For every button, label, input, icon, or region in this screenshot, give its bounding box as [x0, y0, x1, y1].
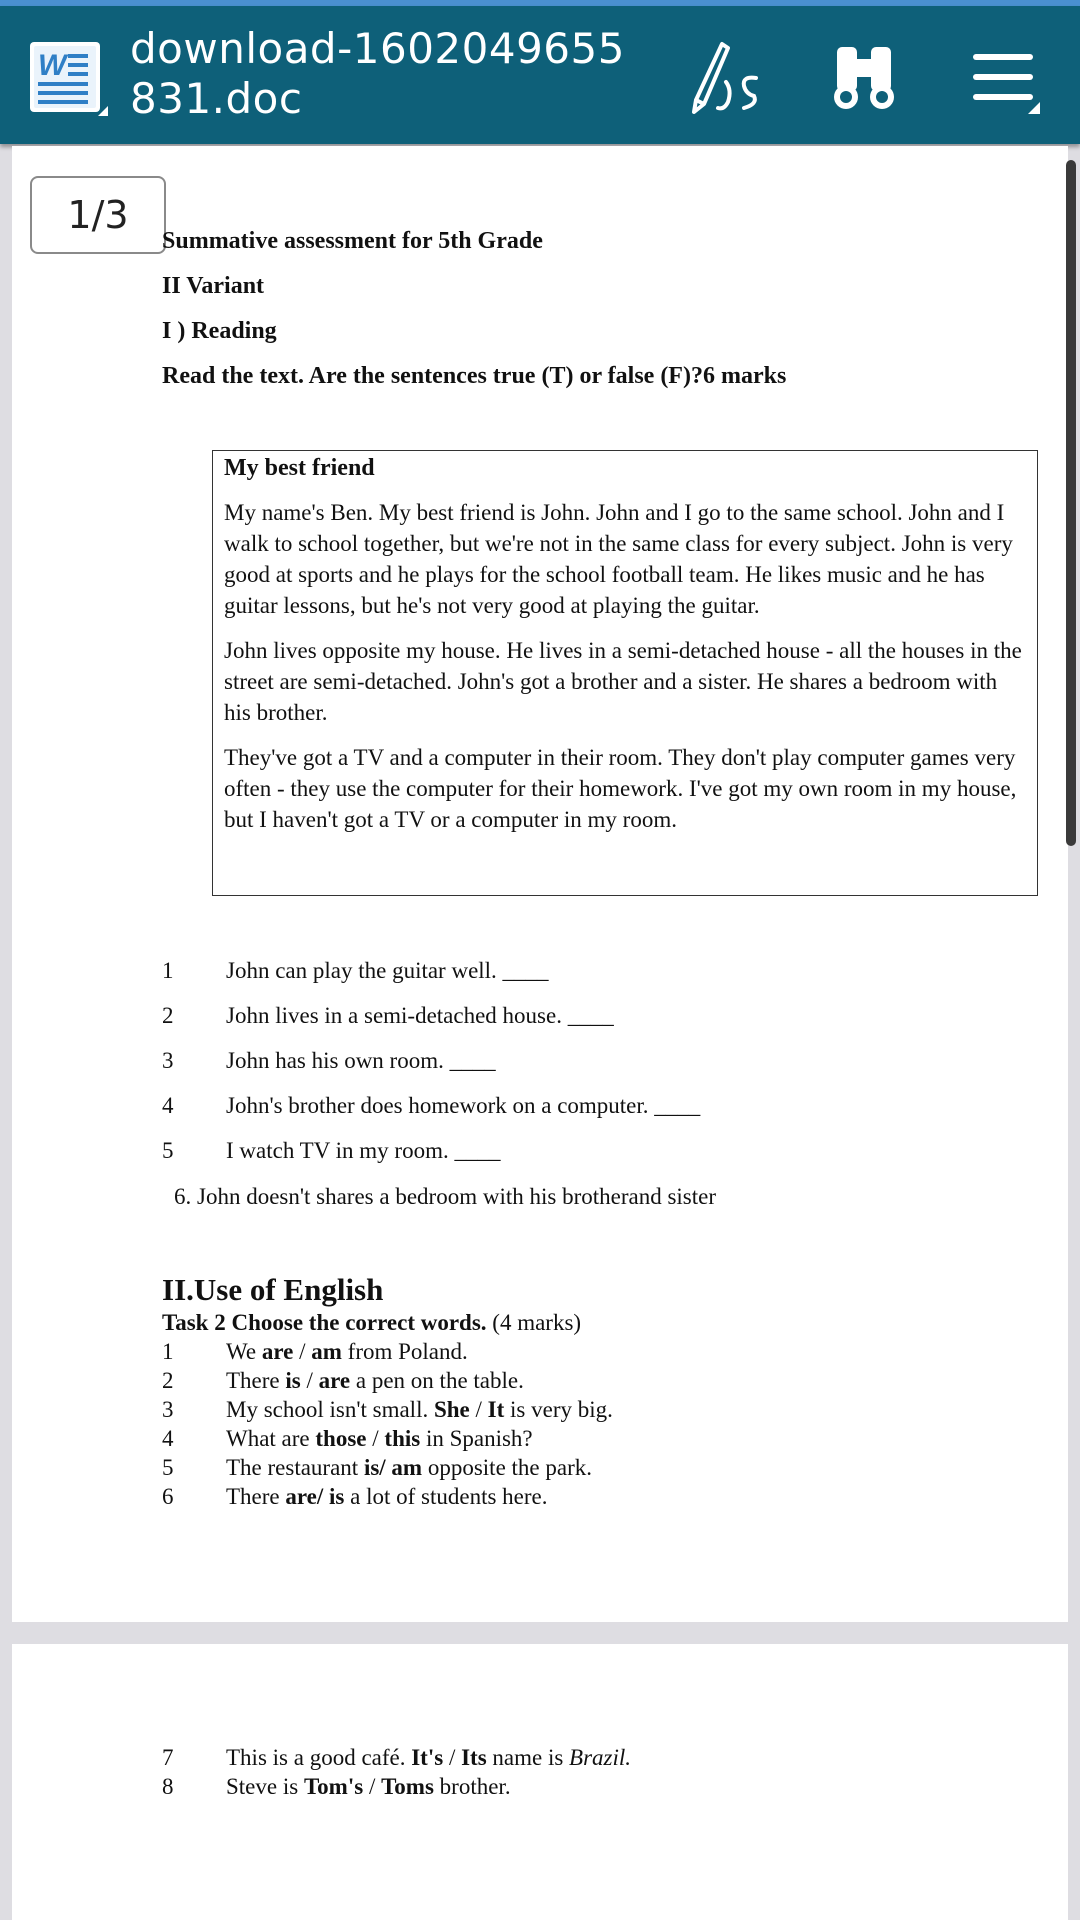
grammar-item-number: 1: [162, 1339, 174, 1364]
grammar-item-number: 6: [162, 1484, 174, 1509]
question-text: John can play the guitar well. ____: [226, 958, 549, 983]
page-counter: 1/3: [30, 176, 166, 254]
question-number: 1: [162, 958, 174, 983]
grammar-item-number: 7: [162, 1745, 174, 1770]
pen-edit-icon: [682, 38, 762, 118]
question-text: John's brother does homework on a computer. ____: [226, 1093, 701, 1118]
reading-paragraph: My name's Ben. My best friend is John. John and I go to the same school. John and I walk to school together, but we're not in the same class for every subject. John is very good at sports and he plays for the school football team. He likes music and he has guitar lessons, but he's not very good at playing the guitar.: [224, 500, 1013, 618]
reading-instructions: Read the text. Are the sentences true (T) or false (F)?6 marks: [162, 363, 787, 389]
grammar-item-number: 5: [162, 1455, 174, 1480]
question-text: I watch TV in my room. ____: [226, 1138, 501, 1163]
task2-marks: (4 marks): [486, 1310, 582, 1335]
question-number: 3: [162, 1048, 174, 1073]
grammar-item-text: The restaurant is/ am opposite the park.: [226, 1455, 592, 1480]
question-text: John lives in a semi-detached house. ____: [226, 1003, 614, 1028]
reading-paragraph: They've got a TV and a computer in their room. They don't play computer games very often - they use the computer for their homework. I've got my own room in my house, but I haven't got a TV or a computer in my room.: [224, 745, 1017, 832]
menu-button[interactable]: [962, 36, 1046, 120]
grammar-item-text: There is / are a pen on the table.: [226, 1368, 524, 1393]
section-use-of-english-heading: II.Use of English: [162, 1272, 384, 1307]
task2-instructions: [162, 1308, 581, 1338]
reading-text-box: [212, 450, 1038, 896]
grammar-item-text: My school isn't small. She / It is very big.: [226, 1397, 613, 1422]
vertical-scrollbar[interactable]: [1066, 160, 1076, 846]
section-reading-heading: I ) Reading: [162, 318, 277, 344]
edit-button[interactable]: [680, 36, 764, 120]
question-item-6: 6. John doesn't shares a bedroom with his brotherand sister: [174, 1184, 716, 1209]
grammar-item-number: 3: [162, 1397, 174, 1422]
assessment-title: Summative assessment for 5th Grade: [162, 228, 543, 254]
grammar-item-number: 8: [162, 1774, 174, 1799]
binoculars-find-icon: [829, 43, 899, 113]
question-text: John has his own room. ____: [226, 1048, 496, 1073]
grammar-item-text: There are/ is a lot of students here.: [226, 1484, 548, 1509]
svg-text:W: W: [38, 49, 67, 82]
grammar-item-text: Steve is Tom's / Toms brother.: [226, 1774, 511, 1799]
reading-paragraph: John lives opposite my house. He lives in a semi-detached house - all the houses in the street are semi-detached. John's got a brother and a sister. He shares a bedroom with his brother.: [224, 638, 1022, 725]
reading-title: My best friend: [224, 455, 375, 481]
grammar-item-text: We are / am from Poland.: [226, 1339, 468, 1364]
question-number: 4: [162, 1093, 174, 1118]
question-number: 2: [162, 1003, 174, 1028]
question-number: 5: [162, 1138, 174, 1163]
word-doc-icon[interactable]: [30, 42, 104, 116]
hamburger-menu-icon: [971, 48, 1037, 108]
variant-label: II Variant: [162, 273, 265, 299]
app-toolbar: [0, 6, 1080, 144]
grammar-item-number: 4: [162, 1426, 174, 1451]
grammar-item-number: 2: [162, 1368, 174, 1393]
task2-title: Task 2 Choose the correct words.: [162, 1310, 487, 1335]
grammar-item-text: This is a good café. It's / Its name is Brazil.: [226, 1745, 632, 1770]
grammar-item-text: What are those / this in Spanish?: [226, 1426, 533, 1451]
document-title: download-1602049655831.doc: [130, 24, 625, 123]
find-button[interactable]: [822, 36, 906, 120]
